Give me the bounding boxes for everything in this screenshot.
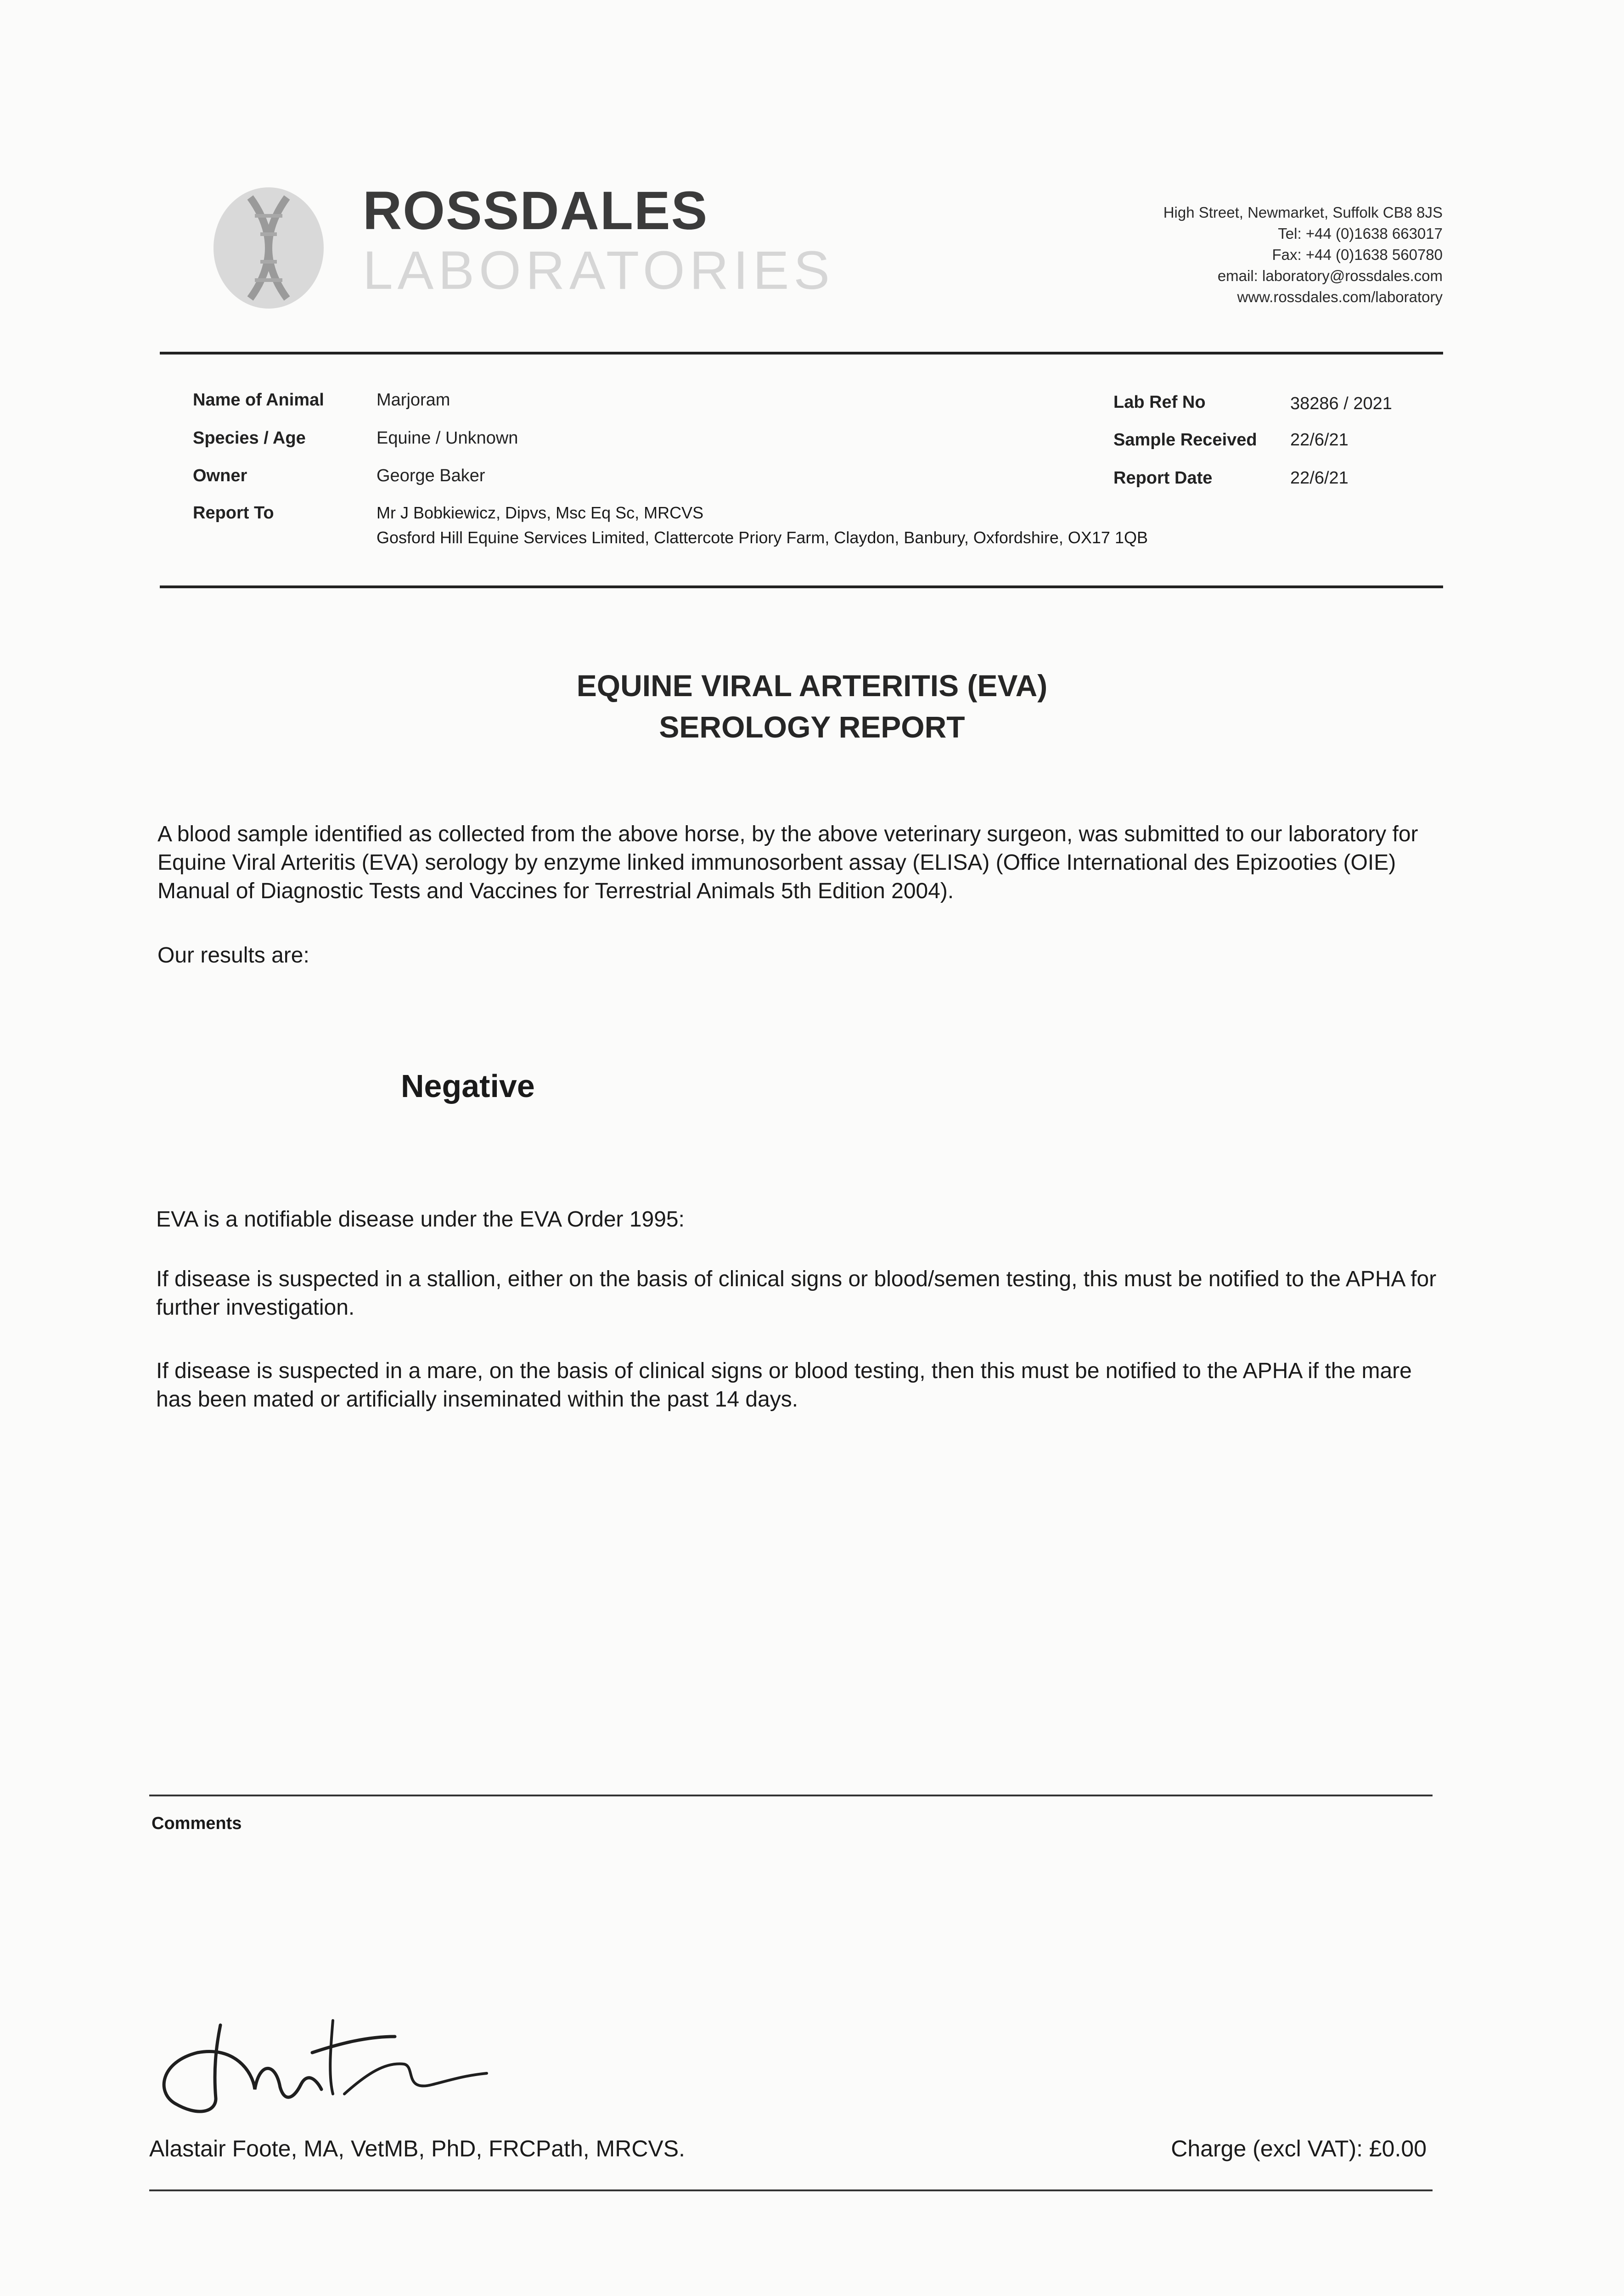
signatory-name: Alastair Foote, MA, VetMB, PhD, FRCPath, MRCVS. <box>149 2136 686 2161</box>
notifiable-statement: EVA is a notifiable disease under the EVA Order 1995: <box>156 1207 685 1232</box>
brand-name: ROSSDALES <box>363 180 708 241</box>
lab-ref-label: Lab Ref No <box>1113 393 1206 412</box>
mare-note: If disease is suspected in a mare, on the basis of clinical signs or blood testing, then this must be notified to the APHA if the mare has been mated or artificially inseminated within the past 14 days. <box>156 1359 1412 1412</box>
comments-divider <box>149 1795 1433 1796</box>
report-title: EQUINE VIRAL ARTERITIS (EVA) <box>576 669 1048 703</box>
report-to-label: Report To <box>193 503 274 523</box>
name-label: Name of Animal <box>193 390 324 410</box>
signature-icon <box>147 1993 505 2131</box>
report-to-practice: Gosford Hill Equine Services Limited, Clattercote Priory Farm, Claydon, Banbury, Oxfordshire, OX17 1QB <box>376 528 1148 547</box>
intro-paragraph: A blood sample identified as collected from the above horse, by the above veterinary surgeon, was submitted to our laboratory for Equine Viral Arteritis (EVA) serology by enzyme linked immunosorbent assay (ELISA) (Office International des Epizooties (OIE) Manual of Diagnostic Tests and Vaccines for Terrestrial Animals 5th Edition 2004). <box>157 822 1418 903</box>
address-tel: Tel: +44 (0)1638 663017 <box>1278 225 1443 242</box>
name-value: Marjoram <box>376 390 450 410</box>
species-label: Species / Age <box>193 428 306 448</box>
sample-received-label: Sample Received <box>1113 430 1257 450</box>
report-date-value: 22/6/21 <box>1290 468 1349 488</box>
lab-address <box>1163 202 1443 308</box>
details-divider <box>160 585 1443 588</box>
results-lead: Our results are: <box>157 943 309 968</box>
laboratory-logo-icon <box>209 184 328 312</box>
address-street: High Street, Newmarket, Suffolk CB8 8JS <box>1163 204 1443 221</box>
address-email: email: laboratory@rossdales.com <box>1217 267 1443 284</box>
owner-value: George Baker <box>376 466 485 485</box>
address-fax: Fax: +44 (0)1638 560780 <box>1272 246 1443 263</box>
footer-divider <box>149 2189 1433 2191</box>
report-date-label: Report Date <box>1113 468 1213 488</box>
sample-received-value: 22/6/21 <box>1290 430 1349 450</box>
stallion-note: If disease is suspected in a stallion, either on the basis of clinical signs or blood/semen testing, this must be notified to the APHA for further investigation. <box>156 1267 1437 1320</box>
species-value: Equine / Unknown <box>376 428 518 448</box>
brand-subtitle: LABORATORIES <box>363 240 835 301</box>
charge-amount: Charge (excl VAT): £0.00 <box>1171 2136 1427 2161</box>
comments-label: Comments <box>152 1814 242 1833</box>
report-to-vet: Mr J Bobkiewicz, Dipvs, Msc Eq Sc, MRCVS <box>376 503 704 522</box>
report-subtitle: SEROLOGY REPORT <box>659 710 965 744</box>
header-divider <box>160 352 1443 355</box>
test-result: Negative <box>401 1068 535 1104</box>
lab-ref-value: 38286 / 2021 <box>1290 394 1392 413</box>
address-web: www.rossdales.com/laboratory <box>1237 288 1443 305</box>
owner-label: Owner <box>193 466 247 485</box>
